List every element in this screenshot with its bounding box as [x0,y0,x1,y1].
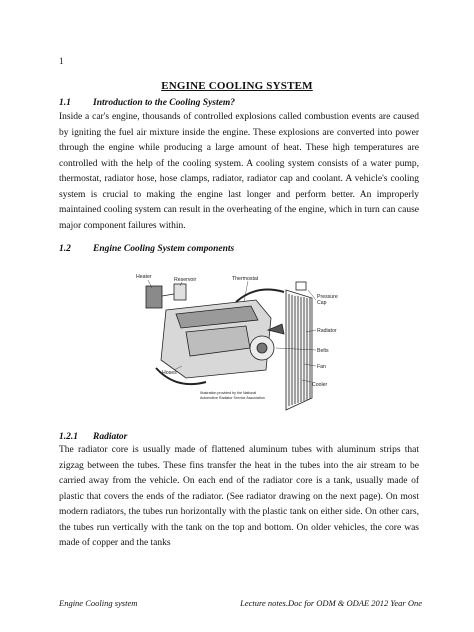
label-cooler: Cooler [312,382,328,388]
section-title: Introduction to the Cooling System? [93,98,235,108]
engine-cooling-diagram [126,270,348,420]
label-cap: Cap [317,300,327,306]
label-belts: Belts [317,348,329,354]
radiator-drawing [286,282,312,410]
label-radiator: Radiator [317,328,337,334]
label-thermostat: Thermostat [232,276,259,282]
label-heater: Heater [136,274,152,280]
section-heading-radiator [59,432,127,442]
footer-left: Engine Cooling system [59,598,138,608]
label-reservoir: Reservoir [174,277,197,283]
footer-right: Lecture notes.Doc for ODM & ODAE 2012 Year One [240,598,422,608]
section-title: Radiator [93,432,128,442]
section-number: 1.2 [59,244,71,254]
label-fan: Fan [317,364,326,370]
cooling-system-figure [126,270,348,420]
figure-credit-line-2: Automotive Radiator Service Association [200,396,265,400]
page-title: ENGINE COOLING SYSTEM [161,80,313,92]
label-pressure: Pressure [317,294,338,300]
section-number: 1.1 [59,98,71,108]
section-heading-components [59,244,234,254]
page-number: 1 [59,56,64,66]
section-title: Engine Cooling System components [93,244,235,254]
section-heading-intro [59,98,235,108]
label-hoses: Hoses [162,370,177,376]
section-number: 1.2.1 [59,432,78,442]
radiator-paragraph: The radiator core is usually made of flattened aluminum tubes with aluminum strips that zigzag between the tubes. These fins transfer the heat in the tubes into the air stream to be carried away from the vehicle. On each end of the radiator core is a tank, usually made of plastic that covers the ends of the radiator. (See radiator drawing on the next page). On most modern radiators, the tubes run horizontally with the plastic tank on either side. On other cars, the tubes run vertically with the tank on the top and bottom. On older vehicles, the core was made of copper and the tanks [59,445,419,548]
figure-credit-line-1: Illustration provided by the National [200,391,257,395]
intro-paragraph: Inside a car's engine, thousands of controlled explosions called combustion events are caused by igniting the fuel air mixture inside the engine. These explosions are converted into power through the engine while producing a large amount of heat. These high temperatures are controlled with the help of the cooling system. A cooling system consists of a water pump, thermostat, radiator hose, hose clamps, radiator, radiator cap and coolant. A vehicle's cooling system is crucial to making the engine last longer and perform better. An improperly maintained cooling system can result in the overheating of the engine, which in turn can cause major component failures within. [59,112,419,231]
